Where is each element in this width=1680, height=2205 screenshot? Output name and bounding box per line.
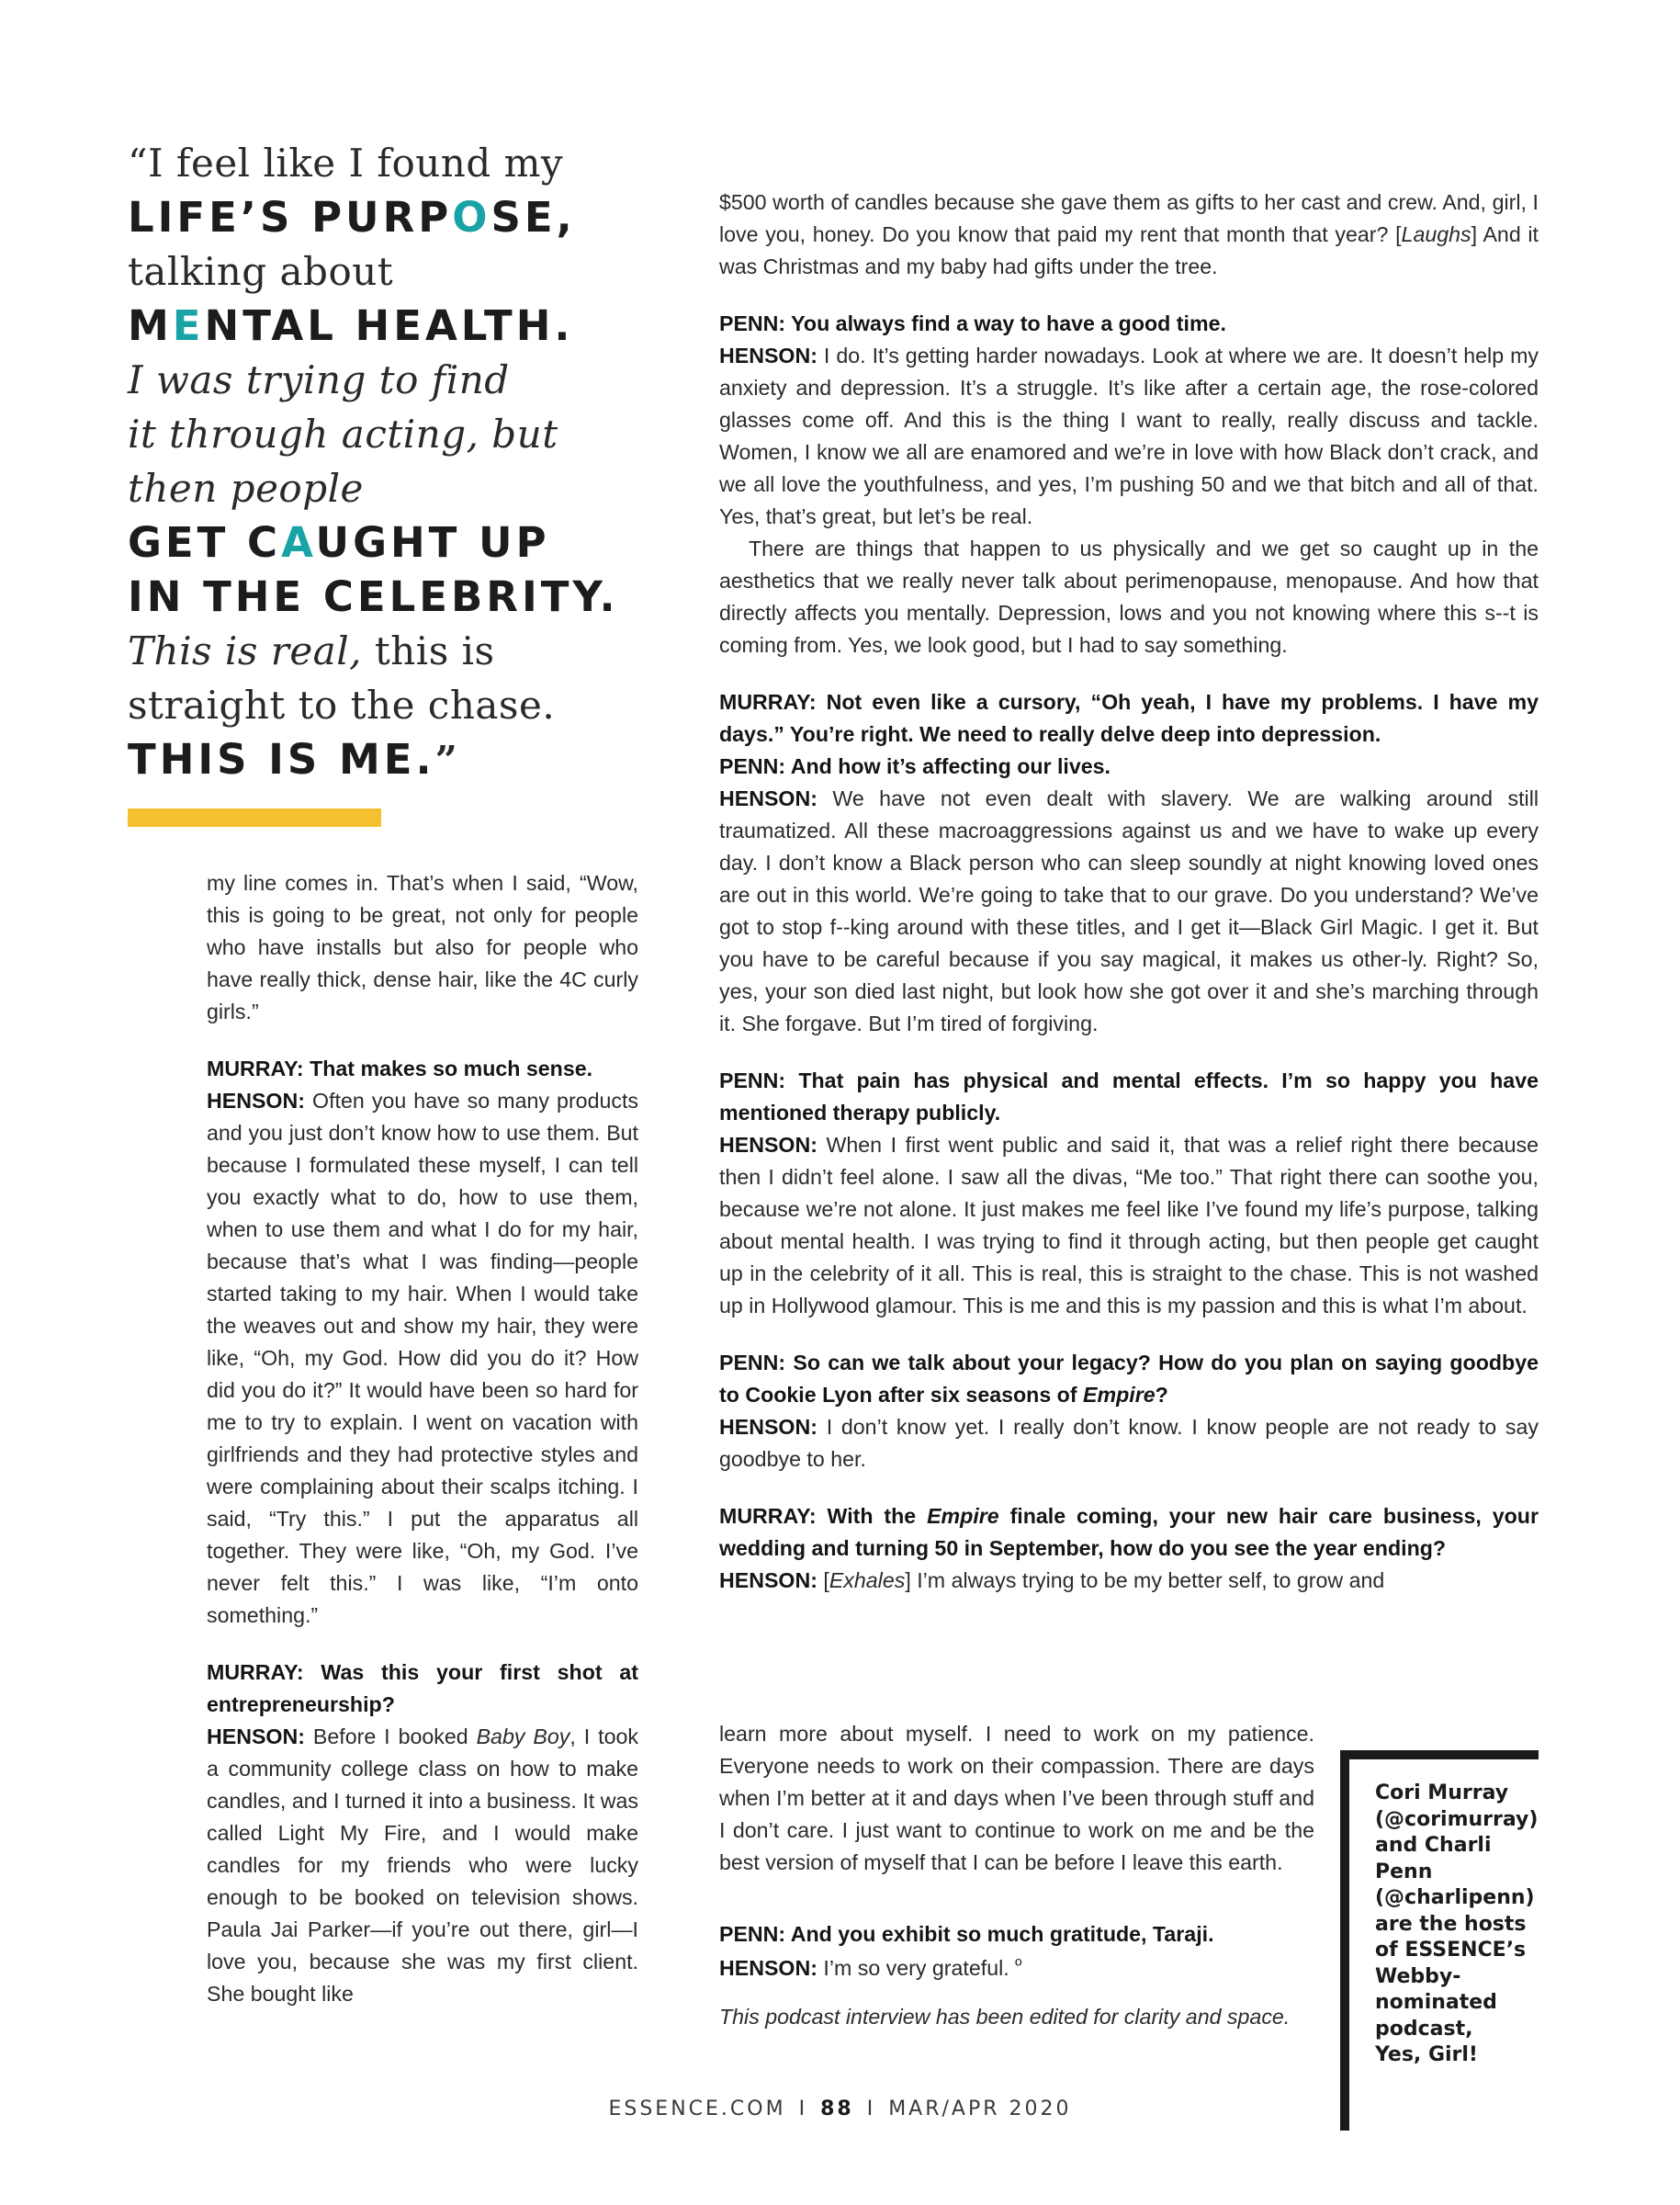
answer-paragraph: HENSON: Before I booked Baby Boy, I took a community college class on how to make candles, and I turned it into a business. It was called Light My Fire, and I would make candles for my friends who were lucky enough to be booked on television shows. Paula Jai Parker—if you’re out there, girl—I love you, because she was my first client. She bought like — [207, 1724, 638, 2006]
article-column-left — [207, 867, 638, 2010]
footer-site: ESSENCE.COM — [608, 2098, 786, 2120]
answer-paragraph: HENSON: When I first went public and said it, that was a relief right there because then I didn’t feel alone. I saw all the divas, “Me too.” That right there can soothe you, because we’re not alone. It just makes me feel like I’ve found my life’s purpose, talking about mental health. I was trying to find it through acting, but then people get caught up in the celebrity of it all. This is real, this is straight to the chase. This is not washed up in Hollywood glamour. This is me and this is my passion and this is what I’m about. — [719, 1133, 1539, 1317]
speaker-label: HENSON: — [719, 1415, 817, 1439]
pull-quote-line: straight to the chase. — [128, 683, 556, 728]
pull-quote-line: IN THE CELEBRITY. — [128, 572, 619, 621]
speaker-label: HENSON: — [719, 1956, 817, 1980]
bio-line: of ESSENCE’s — [1375, 1939, 1527, 1962]
article-column-right — [719, 187, 1539, 1597]
accent-bar — [128, 808, 381, 827]
pull-quote-line: LIFE’S PURPOSE, — [128, 193, 576, 242]
speaker-label: HENSON: — [207, 1089, 305, 1113]
bio-line: Penn — [1375, 1860, 1433, 1883]
bio-line: Webby- — [1375, 1964, 1461, 1988]
interviewer-question: PENN: And you exhibit so much gratitude, Taraji. — [719, 1922, 1214, 1946]
bio-line: (@corimurray) — [1375, 1807, 1539, 1831]
bio-line: (@charlipenn) — [1375, 1886, 1535, 1909]
bio-line: and Charli — [1375, 1834, 1492, 1857]
paragraph: learn more about myself. I need to work on my patience. Everyone needs to work on their compassion. There are days when I’m better at it and days when I’ve been through stuff and I don’t care. I just want to continue to work on me and be the best version of myself that I can be before I leave this earth. — [719, 1722, 1314, 1874]
article-column-continuation — [719, 1718, 1314, 1879]
pull-quote — [128, 136, 716, 787]
pull-quote-line: I was trying to find — [128, 357, 510, 402]
bio-line: are the hosts — [1375, 1912, 1527, 1936]
paragraph: $500 worth of candles because she gave them as gifts to her cast and crew. And, girl, I love you, honey. Do you know that paid my rent that month that year? [Laughs] And it was Christmas and my baby had gifts under the tree. — [719, 190, 1539, 278]
host-bio-box — [1340, 1750, 1539, 2131]
answer-paragraph: HENSON: Often you have so many products and you just don’t know how to use them. But because I formulated these myself, I can tell you exactly what to do, how to use them, when to use them and what I do for my hair, because that’s what I was finding—people started taking to my hair. When I would take the weaves out and show my hair, they were like, “Oh, my God. How did you do it? How did you do it?” It would have been so hard for me to try to explain. I went on vacation with girlfriends and they had protective styles and were complaining about their scalps itching. I said, “Try this.” I put the apparatus all together. They were like, “Oh, my God. I’ve never felt this.” I was like, “I’m onto something.” — [207, 1089, 638, 1627]
page-number: 88 — [820, 2098, 854, 2120]
pull-quote-line: then people — [128, 466, 364, 511]
answer-paragraph: HENSON: We have not even dealt with slavery. We are walking around still traumatized. All these macroaggressions against us and we have to wake up every day. I don’t know a Black person who can sleep soundly at night knowing loved ones are out in this world. We’re going to take that to our grave. Do you understand? We’ve got to stop f--king around with these titles, and I get it—Black Girl Magic. I get it. But you have to be careful because if you say magical, it makes us other-ly. Right? So, yes, your son died last night, but look how she got over it and she’s marching through it. She forgave. But I’m tired of forgiving. — [719, 786, 1539, 1035]
interviewer-question: MURRAY: That makes so much sense. — [207, 1057, 593, 1080]
speaker-label: HENSON: — [719, 344, 817, 368]
interviewer-question: PENN: So can we talk about your legacy? How do you plan on saying goodbye to Cookie Lyon after six seasons of Empire? — [719, 1351, 1539, 1407]
bio-line: Yes, Girl! — [1375, 2043, 1478, 2066]
speaker-label: HENSON: — [207, 1724, 305, 1748]
page-footer — [0, 2098, 1680, 2120]
footer-separator: I — [866, 2098, 876, 2120]
interviewer-question: MURRAY: With the Empire finale coming, your new hair care business, your wedding and turning 50 in September, how do you see the year ending? — [719, 1504, 1539, 1560]
answer-paragraph: HENSON: [Exhales] I’m always trying to be my better self, to grow and — [719, 1568, 1385, 1592]
pull-quote-line: This is real, this is — [128, 628, 495, 673]
answer-paragraph: HENSON: I’m so very grateful. º — [719, 1956, 1022, 1980]
speaker-label: HENSON: — [719, 1568, 817, 1592]
paragraph: There are things that happen to us physically and we get so caught up in the aesthetics that we really never talk about perimenopause, menopause. And how that directly affects you mentally. Depression, lows and you not knowing where this s--t is coming from. Yes, we look good, but I had to say something. — [719, 537, 1539, 657]
interviewer-question: PENN: You always find a way to have a good time. — [719, 311, 1226, 335]
interviewer-question: PENN: And how it’s affecting our lives. — [719, 754, 1111, 778]
paragraph: my line comes in. That’s when I said, “Wow, this is going to be great, not only for people who have installs but also for people who have really thick, dense hair, like the 4C curly girls.” — [207, 871, 638, 1023]
answer-paragraph: HENSON: I do. It’s getting harder nowadays. Look at where we are. It doesn’t help my anxiety and depression. It’s a struggle. It’s like after a certain age, the rose-colored glasses come off. And this is the thing I want to really, really discuss and tackle. Women, I know we all are enamored and we’re in love with how Black don’t crack, and we all love the youthfulness, and yes, I’m pushing 50 and we that bitch and all of that. Yes, that’s great, but let’s be real. — [719, 344, 1539, 528]
answer-paragraph: HENSON: I don’t know yet. I really don’t know. I know people are not ready to say goodbye to her. — [719, 1415, 1539, 1471]
pull-quote-line: it through acting, but — [128, 412, 558, 457]
footer-separator: I — [798, 2098, 808, 2120]
interviewer-question: MURRAY: Was this your first shot at entrepreneurship? — [207, 1660, 638, 1716]
footer-issue: MAR/APR 2020 — [888, 2098, 1072, 2120]
pull-quote-line: MENTAL HEALTH. — [128, 301, 574, 350]
pull-quote-line: talking about — [128, 249, 394, 294]
interviewer-question: MURRAY: Not even like a cursory, “Oh yeah, I have my problems. I have my days.” You’re right. We need to really delve deep into depression. — [719, 690, 1539, 746]
article-column-ending — [719, 1918, 1325, 2033]
speaker-label: HENSON: — [719, 786, 817, 810]
speaker-label: HENSON: — [719, 1133, 817, 1157]
pull-quote-line: “I feel like I found my — [128, 141, 564, 186]
interviewer-question: PENN: That pain has physical and mental effects. I’m so happy you have mentioned therapy publicly. — [719, 1069, 1539, 1125]
end-mark-icon: º — [1015, 1956, 1022, 1976]
bio-line: Cori Murray — [1375, 1781, 1509, 1804]
pull-quote-line: THIS IS ME.” — [128, 735, 457, 784]
editor-note: This podcast interview has been edited for clarity and space. — [719, 2005, 1291, 2029]
bio-line: podcast, — [1375, 2017, 1473, 2041]
pull-quote-line: GET CAUGHT UP — [128, 518, 550, 567]
bio-line: nominated — [1375, 1991, 1497, 2014]
